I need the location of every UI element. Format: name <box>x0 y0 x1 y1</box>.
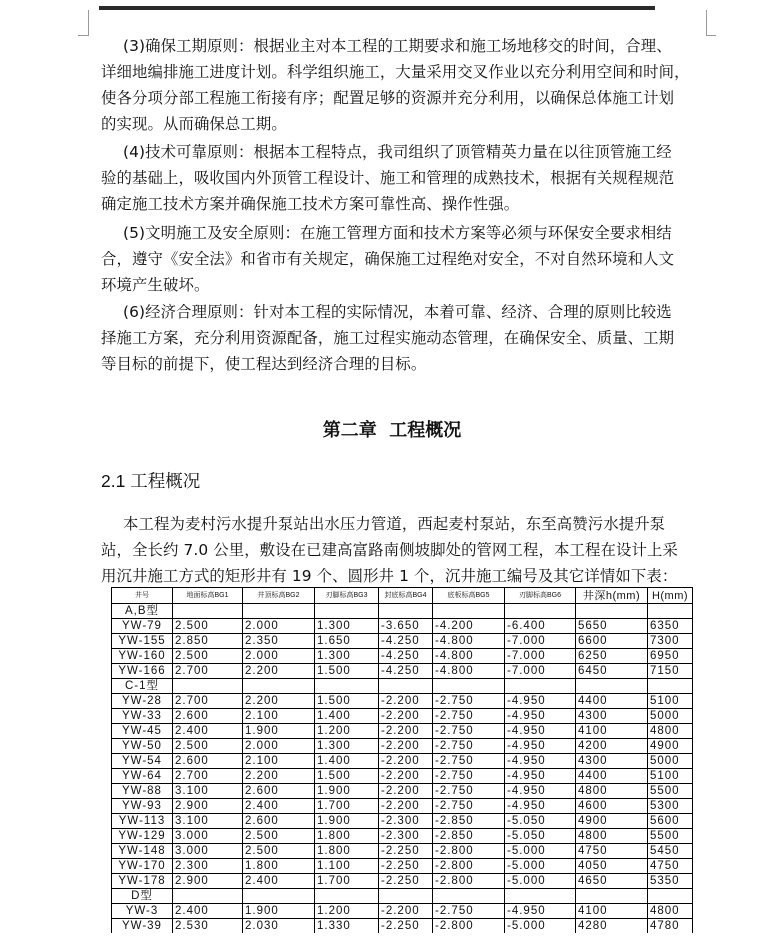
table-cell: 5300 <box>648 799 693 814</box>
paragraph-project-overview <box>101 511 713 589</box>
table-cell: YW-28 <box>112 694 173 709</box>
table-cell: 1.700 <box>315 799 379 814</box>
table-cell: YW-155 <box>112 634 173 649</box>
table-cell: -2.750 <box>433 694 505 709</box>
table-cell: 1.700 <box>315 874 379 889</box>
table-cell: 4300 <box>576 709 648 724</box>
table-cell: YW-129 <box>112 829 173 844</box>
table-cell: 5500 <box>648 784 693 799</box>
table-header-cell: 刃脚标高BG3 <box>315 588 379 604</box>
table-cell: -2.250 <box>379 874 433 889</box>
table-cell: -4.950 <box>505 784 576 799</box>
table-cell: YW-93 <box>112 799 173 814</box>
text-line: 站，全长约 7.0 公里，敷设在已建高富路南侧坡脚处的管网工程，本工程在设计上采 <box>101 541 678 559</box>
table-cell: -2.750 <box>433 709 505 724</box>
group-label-cell: D型 <box>112 889 173 904</box>
table-row <box>112 634 693 649</box>
table-cell: 4800 <box>576 829 648 844</box>
empty-cell <box>505 679 576 694</box>
table-cell: -2.250 <box>379 859 433 874</box>
table-cell: 5000 <box>648 754 693 769</box>
table-cell: 2.900 <box>173 874 243 889</box>
table-cell: -2.750 <box>433 739 505 754</box>
table-cell: -4.950 <box>505 694 576 709</box>
table-cell: -2.300 <box>379 814 433 829</box>
table-header-cell: 井深h(mm) <box>576 588 648 604</box>
table-cell: 2.700 <box>173 769 243 784</box>
table-cell: 6950 <box>648 649 693 664</box>
table-cell: YW-160 <box>112 649 173 664</box>
table-row <box>112 874 693 889</box>
table-cell: 1.650 <box>315 634 379 649</box>
table-cell: 4750 <box>648 859 693 874</box>
table-cell: 1.900 <box>315 814 379 829</box>
table-cell: -5.000 <box>505 859 576 874</box>
text-line: 本工程为麦村污水提升泵站出水压力管道，西起麦村泵站，东至高赞污水提升泵 <box>123 515 666 533</box>
table-cell: -5.050 <box>505 814 576 829</box>
table-header-cell: 底板标高BG5 <box>433 588 505 604</box>
table-cell: YW-178 <box>112 874 173 889</box>
table-cell: 5000 <box>648 709 693 724</box>
table-cell: 2.600 <box>243 814 315 829</box>
page-top-rule <box>99 6 655 10</box>
table-cell: YW-50 <box>112 739 173 754</box>
table-cell: 1.800 <box>315 829 379 844</box>
table-cell: -6.400 <box>505 619 576 634</box>
text-line: 使各分项分部工程施工衔接有序；配置足够的资源并充分利用，以确保总体施工计划 <box>101 89 675 107</box>
table-cell: 2.500 <box>173 649 243 664</box>
table-cell: 5100 <box>648 769 693 784</box>
table-row <box>112 844 693 859</box>
table-cell: 3.100 <box>173 784 243 799</box>
table-cell: -7.000 <box>505 649 576 664</box>
table-cell: 4650 <box>576 874 648 889</box>
table-cell: -2.250 <box>379 844 433 859</box>
table-cell: -2.750 <box>433 724 505 739</box>
caisson-data-table <box>111 587 693 933</box>
table-cell: -2.200 <box>379 694 433 709</box>
table-cell: 1.900 <box>243 724 315 739</box>
table-cell: 4200 <box>576 739 648 754</box>
table-cell: -4.950 <box>505 739 576 754</box>
empty-cell <box>576 889 648 904</box>
table-cell: -2.750 <box>433 799 505 814</box>
table-row <box>112 829 693 844</box>
empty-cell <box>433 889 505 904</box>
empty-cell <box>243 889 315 904</box>
table-cell: YW-64 <box>112 769 173 784</box>
table-cell: 3.000 <box>173 829 243 844</box>
table-cell: YW-33 <box>112 709 173 724</box>
paragraph-schedule-principle <box>101 33 713 137</box>
empty-cell <box>315 889 379 904</box>
empty-cell <box>505 889 576 904</box>
table-cell: YW-166 <box>112 664 173 679</box>
table-cell: YW-148 <box>112 844 173 859</box>
text-line: 确定施工技术方案并确保施工技术方案可靠性高、操作性强。 <box>101 195 520 213</box>
table-cell: -2.200 <box>379 709 433 724</box>
table-cell: 2.100 <box>243 709 315 724</box>
table-cell: YW-113 <box>112 814 173 829</box>
table-cell: -7.000 <box>505 634 576 649</box>
table-cell: 5450 <box>648 844 693 859</box>
table-group-row <box>112 679 693 694</box>
empty-cell <box>433 604 505 619</box>
table-row <box>112 739 693 754</box>
table-cell: -2.200 <box>379 769 433 784</box>
table-cell: 7300 <box>648 634 693 649</box>
table-cell: 4300 <box>576 754 648 769</box>
table-header-cell: 井号 <box>112 588 173 604</box>
table-cell: -2.800 <box>433 859 505 874</box>
table-cell: 1.800 <box>315 844 379 859</box>
table-cell: 1.200 <box>315 904 379 919</box>
empty-cell <box>576 679 648 694</box>
table-cell: YW-170 <box>112 859 173 874</box>
table-row <box>112 754 693 769</box>
text-line: (4)技术可靠原则：根据本工程特点，我司组织了顶管精英力量在以往顶管施工经 <box>123 143 672 161</box>
empty-cell <box>379 604 433 619</box>
text-line: 环境产生破坏。 <box>101 276 210 294</box>
empty-cell <box>648 604 693 619</box>
table-row <box>112 709 693 724</box>
table-cell: 1.100 <box>315 859 379 874</box>
table-cell: -4.800 <box>433 634 505 649</box>
table-cell: 5600 <box>648 814 693 829</box>
table-cell: 2.400 <box>173 904 243 919</box>
text-line: 详细地编排施工进度计划。科学组织施工，大量采用交叉作业以充分利用空间和时间， <box>101 63 690 81</box>
table-group-row <box>112 604 693 619</box>
table-cell: 1.300 <box>315 649 379 664</box>
table-cell: 3.000 <box>173 844 243 859</box>
table-cell: -4.800 <box>433 664 505 679</box>
table-cell: 4100 <box>576 904 648 919</box>
table-cell: 2.030 <box>243 919 315 934</box>
table-cell: 2.100 <box>243 754 315 769</box>
empty-cell <box>243 679 315 694</box>
text-line: 验的基础上，吸收国内外顶管工程设计、施工和管理的成熟技术，根据有关规程规范 <box>101 169 675 187</box>
table-group-row <box>112 889 693 904</box>
table-cell: 1.800 <box>243 859 315 874</box>
table-cell: 6450 <box>576 664 648 679</box>
table-header-cell: 井顶标高BG2 <box>243 588 315 604</box>
table-row <box>112 694 693 709</box>
table-cell: 4400 <box>576 769 648 784</box>
text-line: 的实现。从而确保总工期。 <box>101 115 287 133</box>
table-cell: 2.300 <box>173 859 243 874</box>
table-cell: 2.200 <box>243 664 315 679</box>
table-cell: YW-54 <box>112 754 173 769</box>
paragraph-safety-principle <box>101 220 713 298</box>
empty-cell <box>315 604 379 619</box>
table-cell: 5350 <box>648 874 693 889</box>
table-cell: 4750 <box>576 844 648 859</box>
table-header-cell: H(mm) <box>648 588 693 604</box>
table-cell: YW-88 <box>112 784 173 799</box>
table-cell: -4.800 <box>433 649 505 664</box>
table-cell: 2.500 <box>243 844 315 859</box>
table-cell: 1.500 <box>315 769 379 784</box>
table-cell: -4.250 <box>379 649 433 664</box>
table-cell: 6350 <box>648 619 693 634</box>
empty-cell <box>433 679 505 694</box>
empty-cell <box>173 889 243 904</box>
table-cell: 2.600 <box>243 784 315 799</box>
table-cell: -2.750 <box>433 769 505 784</box>
table-cell: -4.950 <box>505 724 576 739</box>
table-cell: YW-39 <box>112 919 173 934</box>
table-cell: 2.600 <box>173 754 243 769</box>
empty-cell <box>315 679 379 694</box>
table-header-cell: 刃脚标高BG6 <box>505 588 576 604</box>
table-cell: -2.750 <box>433 904 505 919</box>
table-row <box>112 814 693 829</box>
table-cell: 2.400 <box>243 799 315 814</box>
margin-corner-mark-left <box>88 10 89 36</box>
table-cell: 4800 <box>648 724 693 739</box>
table-cell: 7150 <box>648 664 693 679</box>
table-cell: 2.700 <box>173 664 243 679</box>
table-cell: -5.000 <box>505 844 576 859</box>
table-cell: 1.300 <box>315 619 379 634</box>
table-row <box>112 904 693 919</box>
table-cell: 2.200 <box>243 769 315 784</box>
table-cell: -2.200 <box>379 739 433 754</box>
table-cell: -4.950 <box>505 769 576 784</box>
table-row <box>112 724 693 739</box>
table-cell: -2.200 <box>379 724 433 739</box>
empty-cell <box>505 604 576 619</box>
table-cell: 2.000 <box>243 649 315 664</box>
empty-cell <box>576 604 648 619</box>
group-label-cell: C-1型 <box>112 679 173 694</box>
table-cell: 2.500 <box>173 619 243 634</box>
table-cell: -2.800 <box>433 844 505 859</box>
table-cell: 2.200 <box>243 694 315 709</box>
empty-cell <box>243 604 315 619</box>
table-cell: 2.530 <box>173 919 243 934</box>
table-cell: 4780 <box>648 919 693 934</box>
table-cell: -2.200 <box>379 799 433 814</box>
table-cell: 1.900 <box>243 904 315 919</box>
table-cell: 1.330 <box>315 919 379 934</box>
table-cell: -2.200 <box>379 754 433 769</box>
table-cell: YW-3 <box>112 904 173 919</box>
table-cell: 2.500 <box>243 829 315 844</box>
table-cell: -7.000 <box>505 664 576 679</box>
table-cell: 4280 <box>576 919 648 934</box>
table-cell: -5.000 <box>505 919 576 934</box>
table-cell: 2.000 <box>243 739 315 754</box>
table-row <box>112 769 693 784</box>
empty-cell <box>379 889 433 904</box>
table-cell: 4900 <box>648 739 693 754</box>
table-cell: -3.650 <box>379 619 433 634</box>
empty-cell <box>173 604 243 619</box>
table-cell: -4.250 <box>379 664 433 679</box>
table-cell: 1.500 <box>315 664 379 679</box>
table-cell: -2.850 <box>433 814 505 829</box>
group-label-cell: A,B型 <box>112 604 173 619</box>
table-cell: -4.250 <box>379 634 433 649</box>
table-header-cell: 地面标高BG1 <box>173 588 243 604</box>
table-cell: 2.000 <box>243 619 315 634</box>
table-cell: YW-45 <box>112 724 173 739</box>
table-row <box>112 664 693 679</box>
table-cell: 1.300 <box>315 739 379 754</box>
table-row <box>112 919 693 934</box>
empty-cell <box>648 889 693 904</box>
table-header-cell: 封底标高BG4 <box>379 588 433 604</box>
table-cell: 2.900 <box>173 799 243 814</box>
chapter-title: 第二章 工程概况 <box>322 420 462 441</box>
table-cell: -2.750 <box>433 754 505 769</box>
table-cell: 1.500 <box>315 694 379 709</box>
table-cell: 6600 <box>576 634 648 649</box>
table-cell: 5100 <box>648 694 693 709</box>
paragraph-economic-principle <box>101 299 713 377</box>
table-cell: 1.400 <box>315 709 379 724</box>
text-line: (6)经济合理原则：针对本工程的实际情况，本着可靠、经济、合理的原则比较选 <box>123 303 672 321</box>
table-cell: 4800 <box>648 904 693 919</box>
table-cell: 4400 <box>576 694 648 709</box>
table-cell: -2.300 <box>379 829 433 844</box>
paragraph-technical-principle <box>101 139 713 217</box>
table-cell: 6250 <box>576 649 648 664</box>
table-cell: 4100 <box>576 724 648 739</box>
margin-corner-mark-left-h <box>78 35 88 36</box>
text-line: (5)文明施工及安全原则：在施工管理方面和技术方案等必须与环保安全要求相结 <box>123 224 672 242</box>
text-line: (3)确保工期原则：根据业主对本工程的工期要求和施工场地移交的时间，合理、 <box>123 37 672 55</box>
table-cell: 4600 <box>576 799 648 814</box>
text-line: 择施工方案，充分利用资源配备，施工过程实施动态管理，在确保安全、质量、工期 <box>101 329 675 347</box>
table-cell: -4.950 <box>505 799 576 814</box>
table-cell: -5.000 <box>505 874 576 889</box>
table-cell: YW-79 <box>112 619 173 634</box>
section-heading: 2.1 工程概况 <box>101 471 201 491</box>
table-row <box>112 799 693 814</box>
table-cell: -2.750 <box>433 784 505 799</box>
text-line: 合，遵守《安全法》和省市有关规定，确保施工过程绝对安全，不对自然环境和人文 <box>101 250 675 268</box>
table-cell: 2.400 <box>173 724 243 739</box>
table-cell: 3.100 <box>173 814 243 829</box>
table-cell: -2.850 <box>433 829 505 844</box>
table-row <box>112 859 693 874</box>
table-cell: 2.500 <box>173 739 243 754</box>
table-cell: -2.250 <box>379 919 433 934</box>
table-cell: 1.200 <box>315 724 379 739</box>
table-cell: -4.950 <box>505 904 576 919</box>
table-row <box>112 619 693 634</box>
empty-cell <box>648 679 693 694</box>
table-cell: 2.700 <box>173 694 243 709</box>
table-cell: 2.400 <box>243 874 315 889</box>
table-cell: -2.200 <box>379 904 433 919</box>
table-header-row <box>112 588 693 604</box>
table-cell: 4800 <box>576 784 648 799</box>
table-row <box>112 649 693 664</box>
table-cell: 1.900 <box>315 784 379 799</box>
table-cell: -2.800 <box>433 874 505 889</box>
table-cell: 5650 <box>576 619 648 634</box>
table-cell: -2.200 <box>379 784 433 799</box>
table-cell: 4900 <box>576 814 648 829</box>
empty-cell <box>379 679 433 694</box>
table-cell: 5500 <box>648 829 693 844</box>
text-line: 等目标的前提下，使工程达到经济合理的目标。 <box>101 355 427 373</box>
table-cell: 2.350 <box>243 634 315 649</box>
table-cell: -4.950 <box>505 709 576 724</box>
table-cell: 4050 <box>576 859 648 874</box>
table-row <box>112 784 693 799</box>
table-cell: -5.050 <box>505 829 576 844</box>
table-cell: -4.200 <box>433 619 505 634</box>
text-line: 用沉井施工方式的矩形井有 19 个、圆形井 1 个，沉井施工编号及其它详情如下表： <box>101 567 678 585</box>
table-cell: 2.600 <box>173 709 243 724</box>
table-cell: 1.400 <box>315 754 379 769</box>
table-cell: 2.850 <box>173 634 243 649</box>
table-cell: -4.950 <box>505 754 576 769</box>
empty-cell <box>173 679 243 694</box>
table-cell: -2.800 <box>433 919 505 934</box>
